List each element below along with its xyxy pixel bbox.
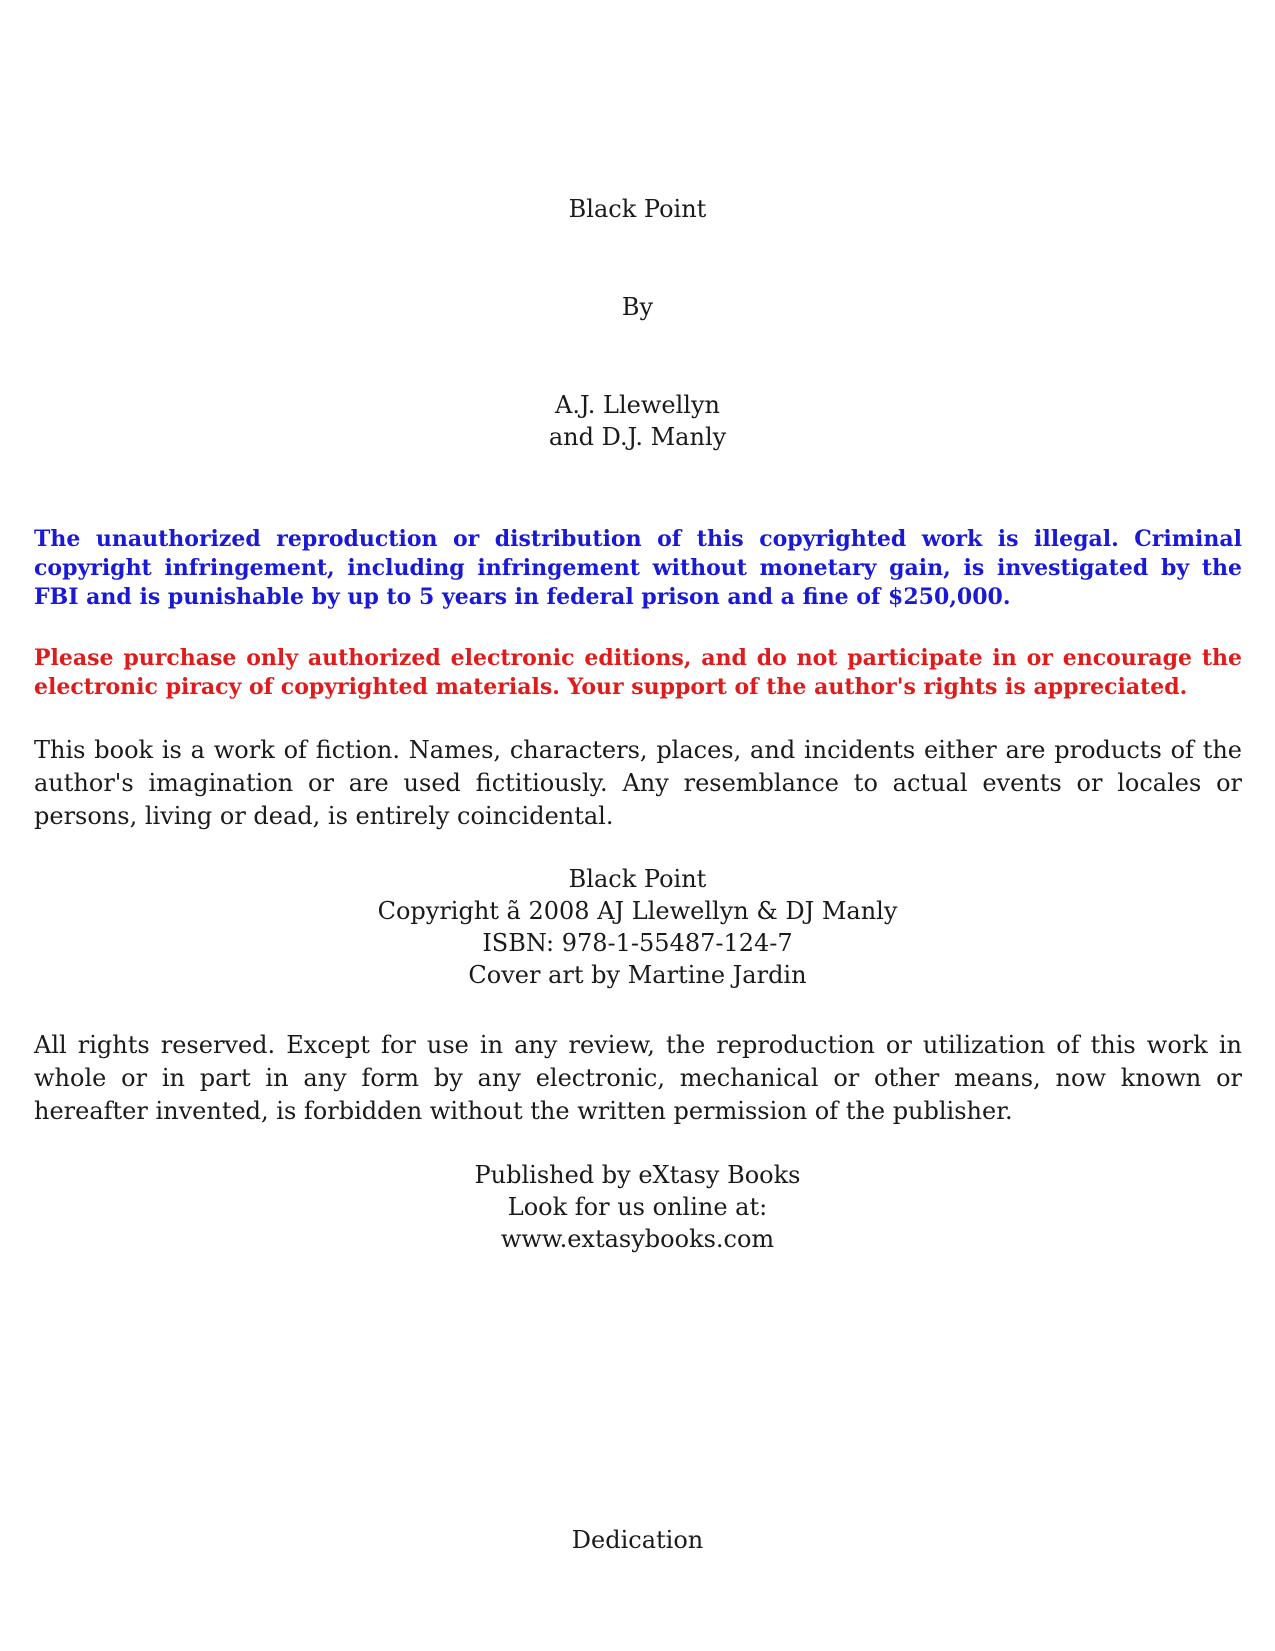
by-line: By <box>621 293 654 321</box>
rights-reserved: All rights reserved. Except for use in any review, the reproduction or utilization of this work in whole or in part in any form by any electronic, mechanical or other means, now known or hereafter invented, is forbidden without the written permission of the publisher. <box>34 1031 1242 1125</box>
published-by: Published by eXtasy Books <box>474 1161 801 1189</box>
publisher-website: www.extasybooks.com <box>500 1225 775 1253</box>
publisher-block <box>0 1159 1275 1255</box>
book-title: Black Point <box>568 195 707 223</box>
piracy-warning-notice: The unauthorized reproduction or distribution of this copyrighted work is illegal. Criminal copyright infringement, including infringement without monetary gain, is investigated by the FBI and is punishable by up to 5 years in federal prison and a fine of $250,000. <box>34 526 1242 610</box>
copyright-title: Black Point <box>568 865 707 893</box>
isbn: ISBN: 978-1-55487-124-7 <box>482 929 793 957</box>
cover-art-credit: Cover art by Martine Jardin <box>468 961 807 989</box>
author-line-1: A.J. Llewellyn <box>555 391 720 419</box>
fiction-disclaimer: This book is a work of fiction. Names, characters, places, and incidents either are products of the author's imagination or are used fictitiously. Any resemblance to actual events or locales or persons, living or dead, is entirely coincidental. <box>34 736 1242 830</box>
copyright-block <box>0 863 1275 991</box>
author-line-2: and D.J. Manly <box>548 423 727 451</box>
dedication-heading: Dedication <box>571 1526 704 1554</box>
copyright-notice: Copyright ã 2008 AJ Llewellyn & DJ Manly <box>377 897 898 925</box>
purchase-request-notice: Please purchase only authorized electronic editions, and do not participate in or encourage the electronic piracy of copyrighted materials. Your support of the author's rights is appreciated. <box>34 645 1242 700</box>
look-for-us: Look for us online at: <box>507 1193 768 1221</box>
